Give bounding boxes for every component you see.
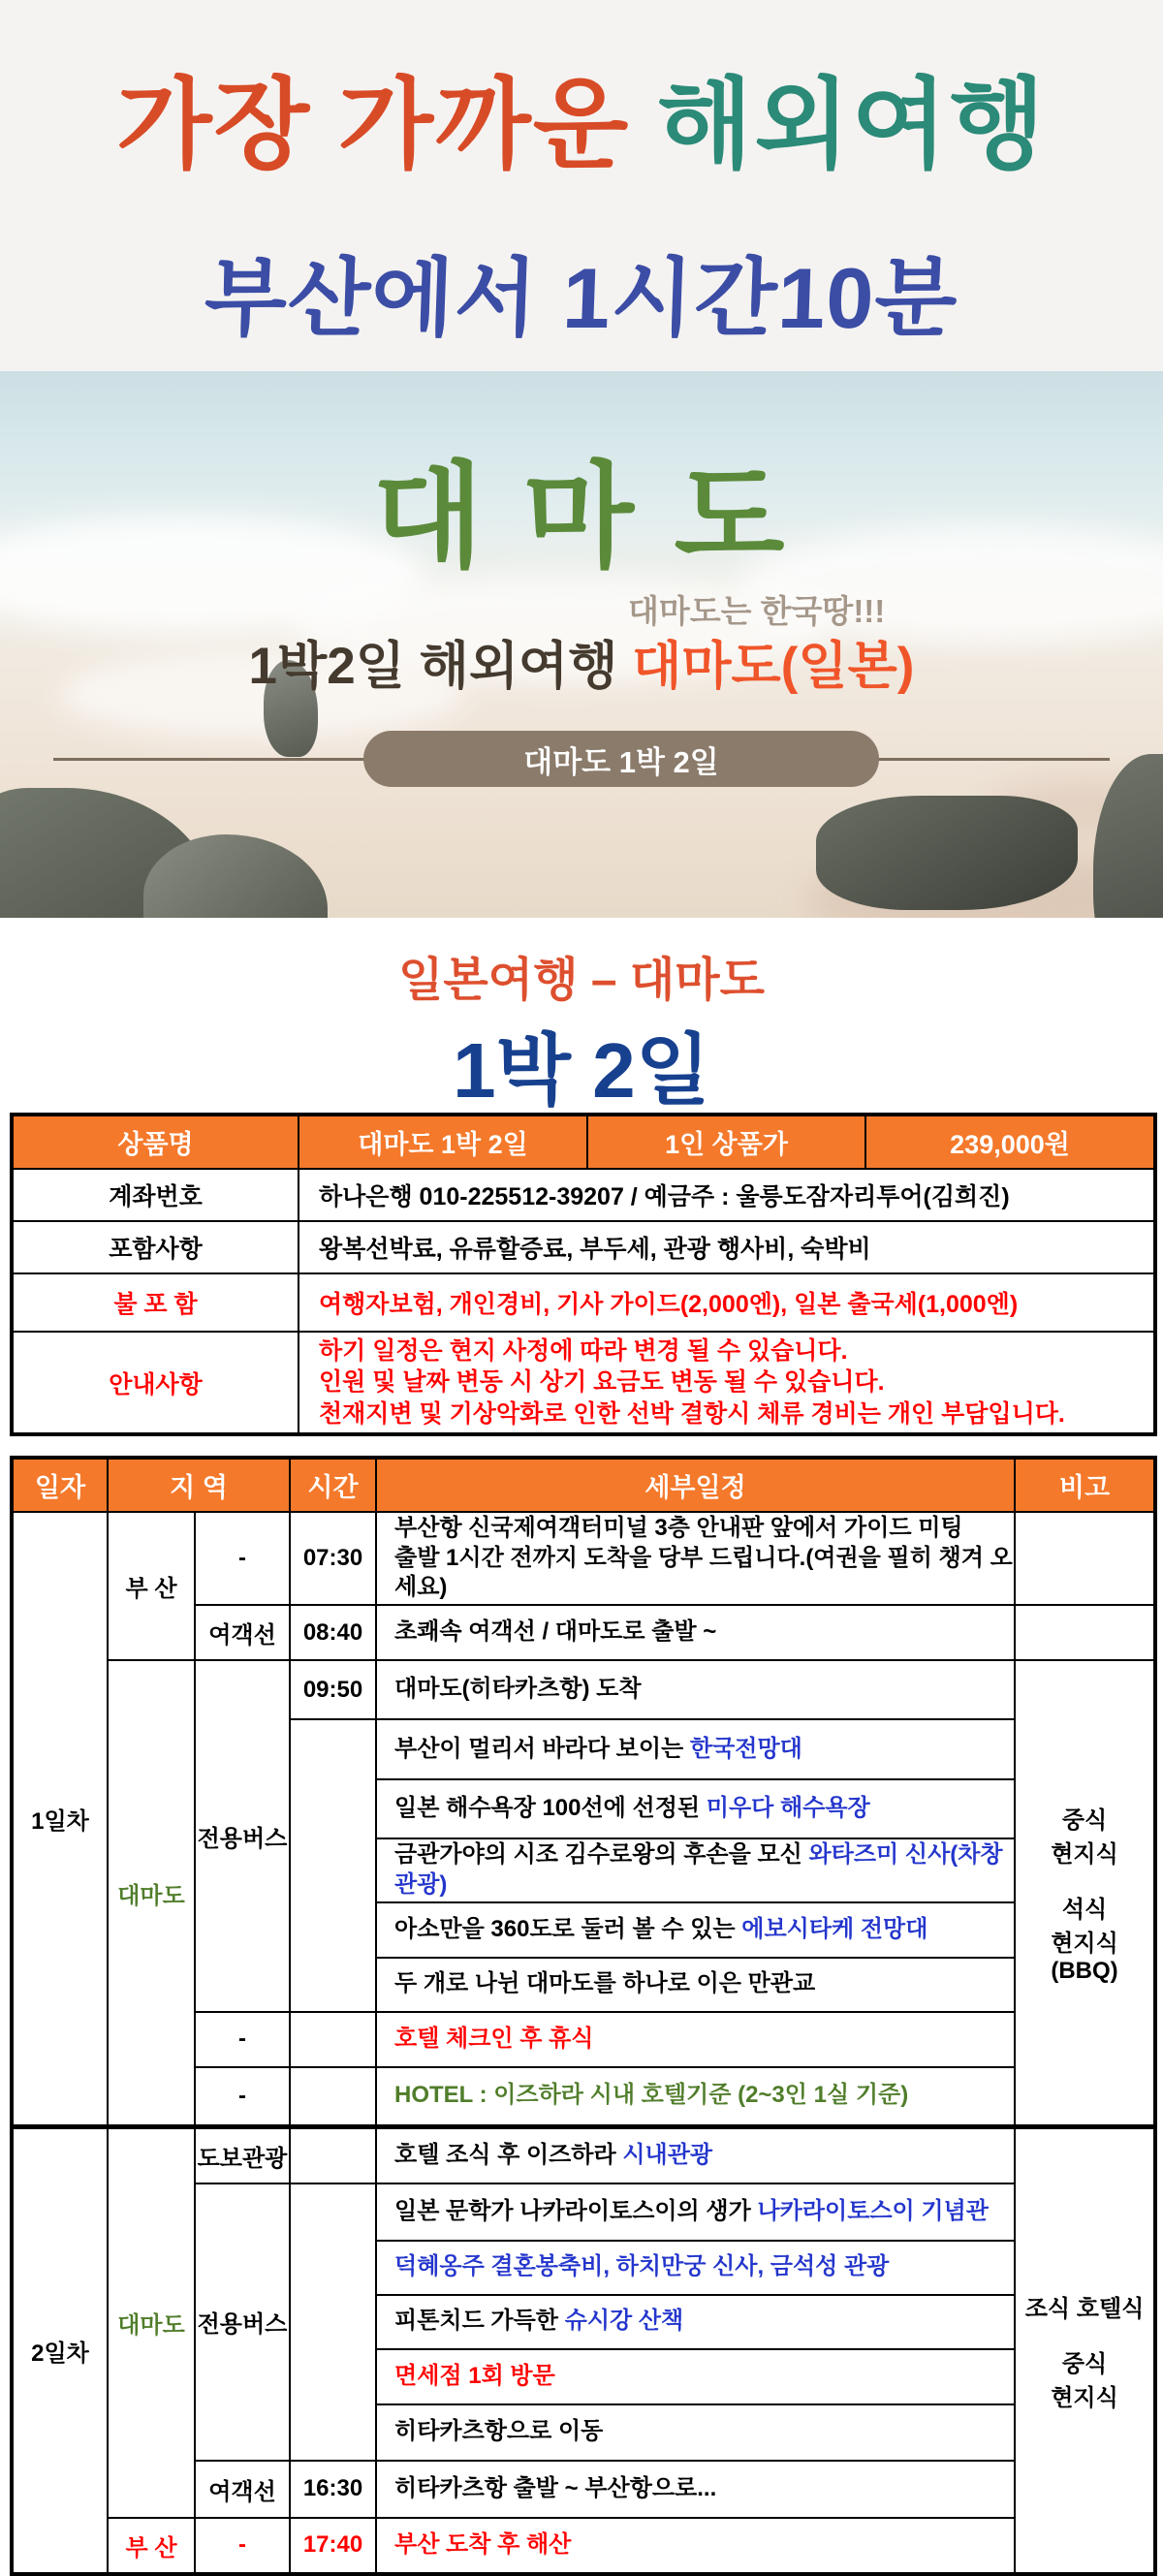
detail-highlight: 와타즈미 신사(차창관광) (394, 1841, 1003, 1898)
detail-cell (376, 2183, 1015, 2241)
trip-summary (0, 625, 1163, 699)
detail-cell: 초쾌속 여객선 / 대마도로 출발 ~ (376, 1605, 1015, 1660)
itinerary-row (12, 2518, 1155, 2574)
detail-cell: 덕혜옹주 결혼봉축비, 하치만궁 신사, 금석성 관광 (376, 2241, 1015, 2295)
detail-cell (376, 2295, 1015, 2349)
note-line: 중식 (1061, 1807, 1108, 1835)
notice-label: 안내사항 (12, 1332, 299, 1434)
detail-highlight: 슈시강 산책 (564, 2308, 684, 2335)
detail-cell: 호텔 체크인 후 휴식 (376, 2012, 1015, 2067)
detail-cell: 두 개로 나뉜 대마도를 하나로 이은 만관교 (376, 1958, 1015, 2012)
hero-title-teal: 해외여행 (656, 72, 1047, 181)
notice-value (299, 1332, 1155, 1434)
detail-cell (376, 1902, 1015, 1958)
note-line: 현지식 (1051, 1841, 1118, 1869)
rock (816, 796, 1078, 910)
detail-highlight: 나카라이토스이 기념관 (757, 2197, 989, 2224)
transport-cell: 전용버스 (195, 1660, 290, 2011)
region-busan: 부 산 (108, 1512, 195, 1660)
detail-highlight: 한국전망대 (689, 1735, 802, 1762)
detail-cell: 대마도(히타카츠항) 도착 (376, 1660, 1015, 1719)
time-cell: 08:40 (290, 1605, 376, 1660)
header-region: 지 역 (108, 1458, 290, 1512)
day2-label: 2일차 (12, 2127, 108, 2574)
itinerary-table (10, 1456, 1157, 2576)
detail-highlight: 시내관광 (622, 2141, 713, 2168)
detail-cell: 면세점 1회 방문 (376, 2349, 1015, 2404)
note-line: 석식 (1061, 1897, 1108, 1924)
detail-cell: 히타카츠항 출발 ~ 부산항으로... (376, 2461, 1015, 2518)
region-tsushima: 대마도 (108, 2127, 195, 2518)
day1-label: 1일차 (12, 1512, 108, 2127)
detail-cell (376, 1719, 1015, 1779)
beach-watercolor-image (0, 371, 1163, 918)
island-name-title: 대 마 도 (372, 455, 791, 581)
product-table-header (12, 1115, 1155, 1169)
table-row (12, 1169, 1155, 1221)
trip-summary-orange: 대마도(일본) (632, 638, 915, 695)
notice-line-2: 인원 및 날짜 변동 시 상기 요금도 변동 될 수 있습니다. (319, 1368, 885, 1397)
account-label: 계좌번호 (12, 1169, 299, 1221)
note-line: 중식 (1061, 2350, 1108, 2377)
notice-line-3: 천재지변 및 기상악화로 인한 선박 결항시 체류 경비는 개인 부담입니다. (319, 1399, 1065, 1428)
table-row (12, 1221, 1155, 1273)
detail-text: 아소만을 360도로 둘러 볼 수 있는 (394, 1915, 742, 1942)
meal-note-dinner (1017, 1890, 1152, 1985)
transport-cell: 도보관광 (195, 2127, 290, 2183)
transport-cell: 여객선 (195, 2461, 290, 2518)
hero-title-red: 가장 가까운 (116, 72, 657, 181)
itinerary-row (12, 1660, 1155, 1719)
included-label: 포함사항 (12, 1221, 299, 1273)
transport-cell: - (195, 2518, 290, 2574)
region-busan: 부 산 (108, 2518, 195, 2574)
detail-cell (376, 1838, 1015, 1901)
transport-cell: - (195, 2067, 290, 2127)
detail-cell (376, 2127, 1015, 2183)
note-cell-day1 (1015, 1660, 1155, 2126)
included-value: 왕복선박료, 유류할증료, 부두세, 관광 행사비, 숙박비 (299, 1221, 1155, 1273)
time-cell: 07:30 (290, 1512, 376, 1605)
detail-highlight: 에보시타케 전망대 (741, 1915, 928, 1942)
header-note: 비고 (1015, 1458, 1155, 1512)
meal-note-lunch (1017, 2344, 1152, 2412)
note-cell-day2 (1015, 2127, 1155, 2574)
table-row (12, 1273, 1155, 1332)
detail-text: 호텔 조식 후 이즈하라 (394, 2141, 623, 2168)
meal-note-lunch (1017, 1801, 1152, 1869)
detail-cell (376, 1512, 1015, 1605)
transport-cell: - (195, 1512, 290, 1605)
note-cell (1015, 1512, 1155, 1605)
note-line: (BBQ) (1051, 1958, 1118, 1985)
detail-line-1: 부산항 신국제여객터미널 3층 안내판 앞에서 가이드 미팅 (394, 1515, 963, 1541)
detail-highlight: 미우다 해수욕장 (706, 1795, 870, 1822)
section-heading-orange: 일본여행 – 대마도 (398, 955, 765, 1006)
account-value: 하나은행 010-225512-39207 / 예금주 : 울릉도잠자리투어(김희진) (299, 1169, 1155, 1221)
table-row (12, 1332, 1155, 1434)
hero-title (0, 47, 1163, 188)
header-product-name: 상품명 (12, 1115, 299, 1169)
section-heading-navy: 1박 2일 (453, 1027, 710, 1114)
tagline: 대마도는 한국땅!!! (628, 593, 886, 629)
time-cell: 09:50 (290, 1660, 376, 1719)
trip-pill-badge: 대마도 1박 2일 (363, 731, 879, 787)
detail-line-2: 출발 1시간 전까지 도착을 당부 드립니다.(여권을 필히 챙겨 오세요) (394, 1544, 1013, 1601)
itinerary-row (12, 2127, 1155, 2183)
excluded-label: 불 포 함 (12, 1273, 299, 1332)
header-day: 일자 (12, 1458, 108, 1512)
detail-cell: 부산 도착 후 해산 (376, 2518, 1015, 2574)
time-cell (290, 2127, 376, 2183)
header-time: 시간 (290, 1458, 376, 1512)
note-line: 현지식 (1051, 1931, 1118, 1958)
transport-cell: 여객선 (195, 1605, 290, 1660)
transport-cell: 전용버스 (195, 2183, 290, 2461)
time-cell: 16:30 (290, 2461, 376, 2518)
transport-cell: - (195, 2012, 290, 2067)
detail-cell: HOTEL : 이즈하라 시내 호텔기준 (2~3인 1실 기준) (376, 2067, 1015, 2127)
note-line: 현지식 (1051, 2384, 1118, 2411)
time-cell (290, 1719, 376, 2011)
region-tsushima: 대마도 (108, 1660, 195, 2126)
itinerary-row (12, 1512, 1155, 1605)
hero-subtitle: 부산에서 1시간10분 (203, 250, 960, 346)
detail-text: 부산이 멀리서 바라다 보이는 (394, 1735, 690, 1762)
header-price-label: 1인 상품가 (587, 1115, 865, 1169)
detail-text: 일본 해수욕장 100선에 선정된 (394, 1795, 707, 1822)
time-cell (290, 2183, 376, 2461)
time-cell: 17:40 (290, 2518, 376, 2574)
meal-note-breakfast: 조식 호텔식 (1024, 2295, 1145, 2322)
hero-banner (0, 0, 1163, 371)
trip-summary-dark: 1박2일 해외여행 (248, 638, 633, 695)
detail-cell: 히타카츠항으로 이동 (376, 2404, 1015, 2461)
detail-text: 일본 문학가 나카라이토스이의 생가 (394, 2197, 758, 2224)
notice-line-1: 하기 일정은 현지 사정에 따라 변경 될 수 있습니다. (319, 1336, 848, 1365)
note-cell (1015, 1605, 1155, 1660)
detail-text: 피톤치드 가득한 (394, 2308, 565, 2335)
time-cell (290, 2012, 376, 2067)
detail-text: 금관가야의 시조 김수로왕의 후손을 모신 (394, 1841, 809, 1869)
header-product-value: 대마도 1박 2일 (299, 1115, 587, 1169)
itinerary-table-header (12, 1458, 1155, 1512)
header-detail: 세부일정 (376, 1458, 1015, 1512)
product-table (10, 1113, 1157, 1436)
detail-cell (376, 1779, 1015, 1838)
time-cell (290, 2067, 376, 2127)
header-price-value: 239,000원 (865, 1115, 1155, 1169)
excluded-value: 여행자보험, 개인경비, 기사 가이드(2,000엔), 일본 출국세(1,000엔) (299, 1273, 1155, 1332)
